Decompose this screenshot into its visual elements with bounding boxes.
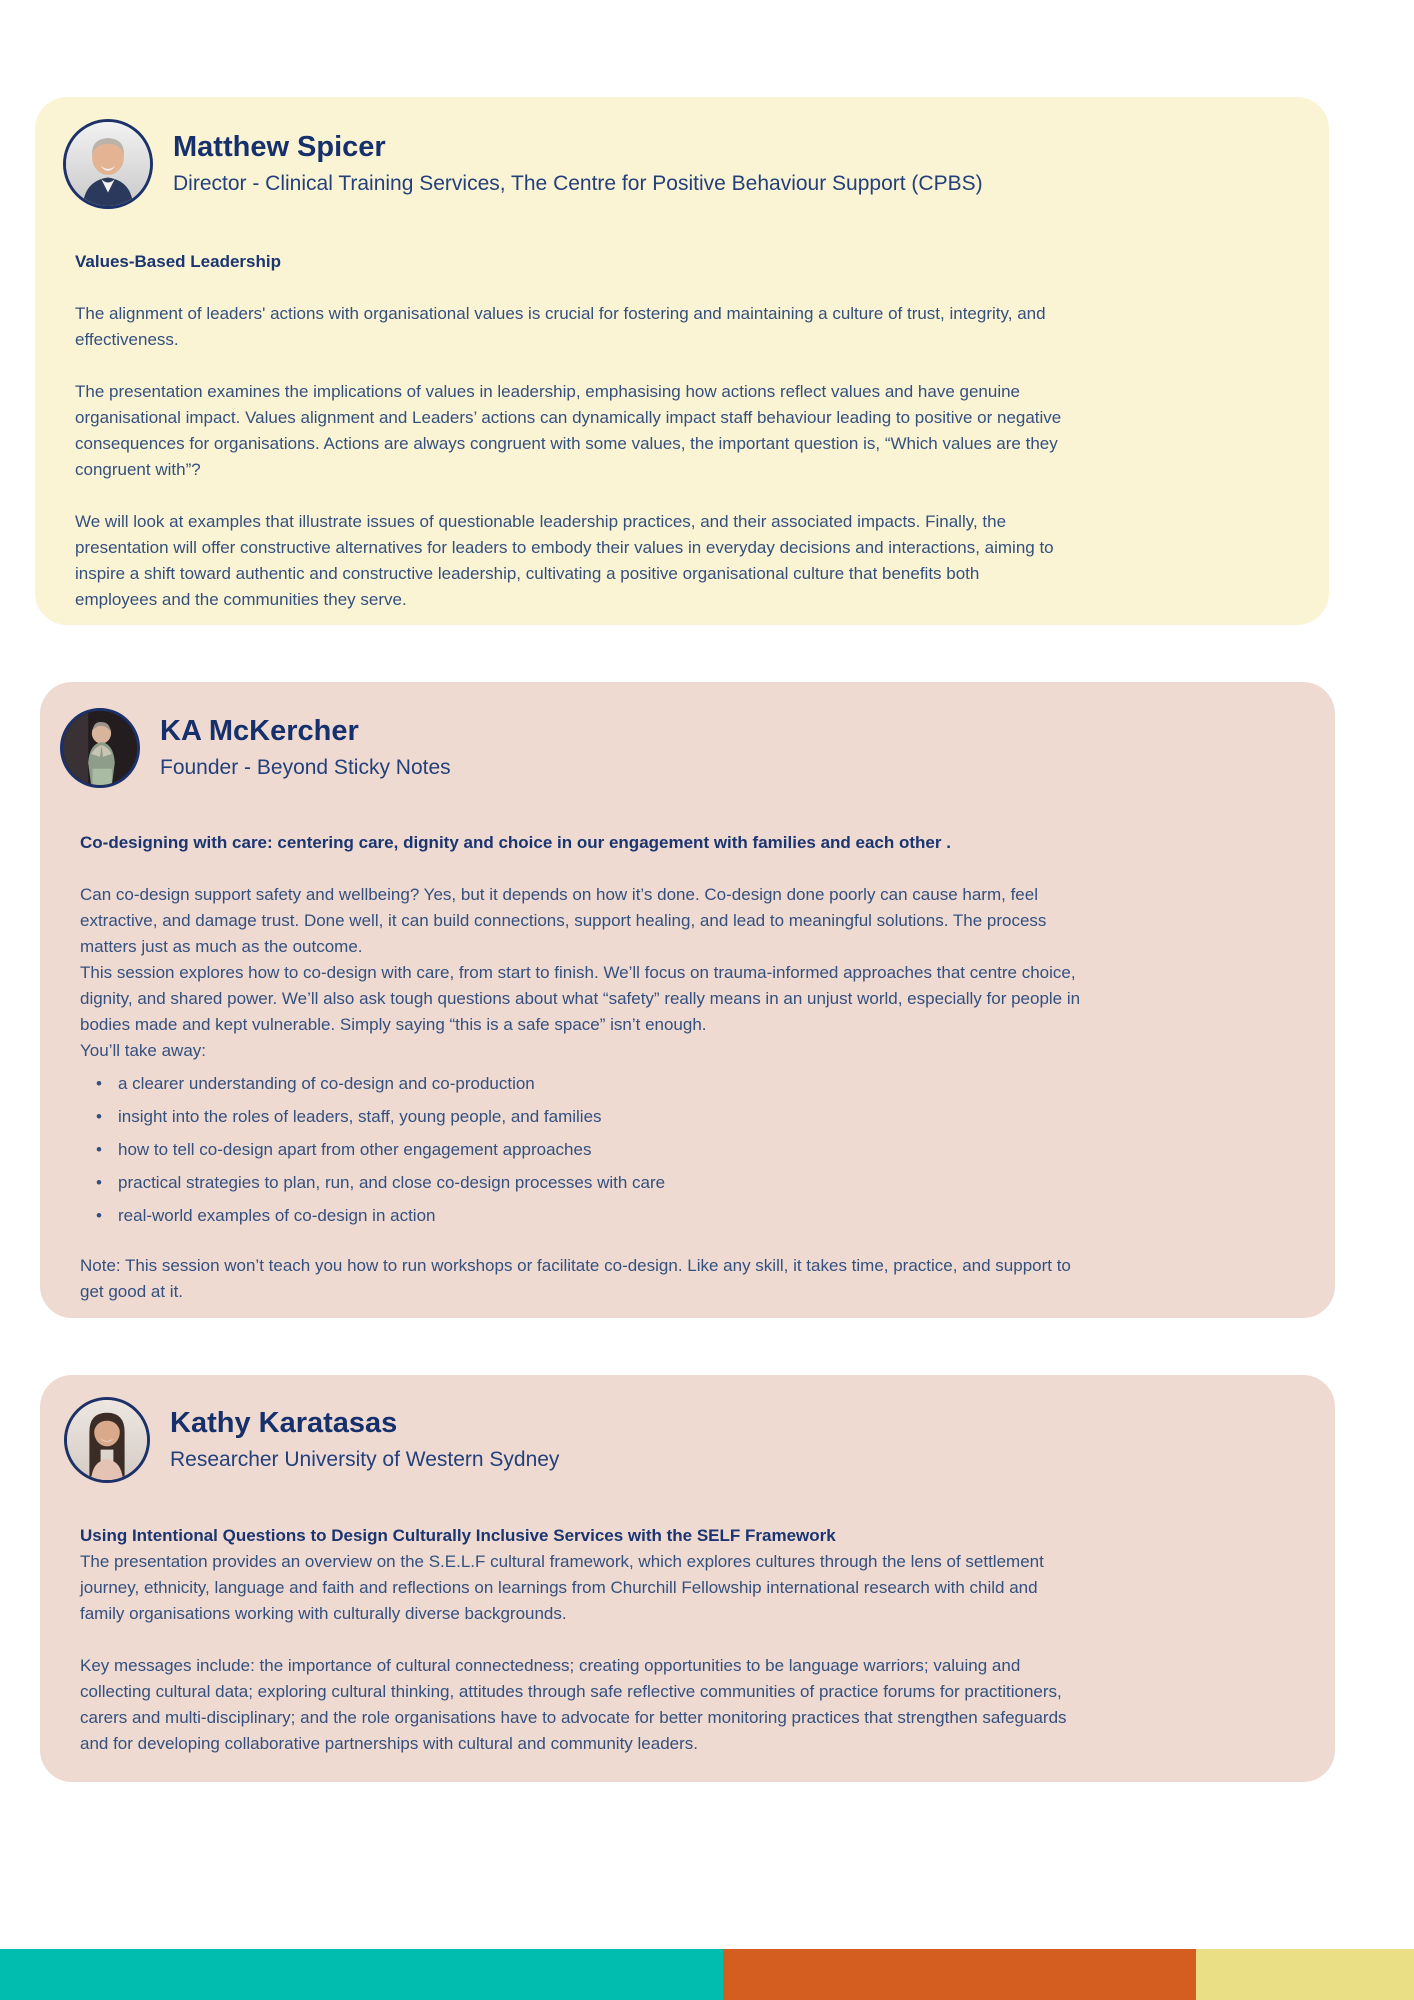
takeaway-item: • insight into the roles of leaders, staff, young people, and families [96, 1104, 1085, 1130]
speaker-photo [63, 119, 153, 209]
speaker-header-text [173, 131, 983, 197]
bio-paragraph: Key messages include: the importance of cultural connectedness; creating opportunities to be language warriors; valuing and collecting cultural data; exploring cultural thinking, attitudes through safe reflective communities of practice forums for practitioners, carers and multi-disciplinary; and the role organisations have to advocate for better monitoring practices that strengthen safeguards and for developing collaborative partnerships with cultural and community leaders. [80, 1656, 1067, 1753]
speaker-header [60, 708, 1295, 788]
footer-stripe-yellow [1196, 1949, 1414, 2000]
speaker-name: KA McKercher [160, 715, 359, 748]
session-note: Note: This session won’t teach you how to run workshops or facilitate co-design. Like any skill, it takes time, practice, and support to get good at it. [80, 1256, 1071, 1301]
speaker-bio [80, 1523, 1080, 1757]
bio-paragraph: We will look at examples that illustrate issues of questionable leadership practices, and their associated impacts. Finally, the presentation will offer constructive alternatives for leaders to embody their values in everyday decisions and interactions, aiming to inspire a shift toward authentic and constructive leadership, cultivating a positive organisational culture that benefits both employees and the communities they serve. [75, 512, 1054, 609]
bio-paragraph: The presentation provides an overview on the S.E.L.F cultural framework, which explores cultures through the lens of settlement journey, ethnicity, language and faith and reflections on learnings from Churchill Fellowship international research with child and family organisations working with culturally diverse backgrounds. [80, 1552, 1044, 1623]
takeaway-item: • real-world examples of co-design in action [96, 1203, 1085, 1229]
footer-stripe-teal [0, 1949, 723, 2000]
speaker-name: Matthew Spicer [173, 131, 386, 164]
footer-stripes [0, 1949, 1414, 2000]
speaker-photo [64, 1397, 150, 1483]
session-title: Co-designing with care: centering care, dignity and choice in our engagement with families and each other . [80, 833, 951, 852]
bio-paragraph: The presentation examines the implications of values in leadership, emphasising how actions reflect values and have genuine organisational impact. Values alignment and Leaders’ actions can dynamically impact staff behaviour leading to positive or negative consequences for organisations. Actions are always congruent with some values, the important question is, “Which values are they congruent with”? [75, 382, 1062, 479]
speaker-header [64, 1397, 1295, 1483]
session-title: Using Intentional Questions to Design Culturally Inclusive Services with the SELF Framework [80, 1526, 836, 1545]
speaker-bio [80, 830, 1085, 1305]
speaker-header [63, 119, 1289, 209]
speaker-role: Director - Clinical Training Services, The Centre for Positive Behaviour Support (CPBS) [173, 171, 983, 195]
speaker-role: Founder - Beyond Sticky Notes [160, 755, 451, 779]
session-title: Values-Based Leadership [75, 252, 281, 271]
takeaway-item: • practical strategies to plan, run, and close co-design processes with care [96, 1170, 1085, 1196]
footer-stripe-orange [723, 1949, 1196, 2000]
takeaway-item: • a clearer understanding of co-design and co-production [96, 1071, 1085, 1097]
speaker-bio [75, 249, 1065, 613]
speaker-name: Kathy Karatasas [170, 1407, 398, 1440]
bio-paragraph: The alignment of leaders' actions with organisational values is crucial for fostering and maintaining a culture of trust, integrity, and effectiveness. [75, 304, 1046, 349]
speaker-card-matthew-spicer [35, 97, 1329, 625]
bio-paragraph: This session explores how to co-design with care, from start to finish. We’ll focus on trauma-informed approaches that centre choice, dignity, and shared power. We’ll also ask tough questions about what “safety” really means in an unjust world, especially for people in bodies made and kept vulnerable. Simply saying “this is a safe space” isn’t enough. [80, 963, 1081, 1034]
speaker-card-ka-mckercher [40, 682, 1335, 1318]
takeaway-item: • how to tell co-design apart from other engagement approaches [96, 1137, 1085, 1163]
speaker-header-text [160, 715, 451, 781]
speaker-photo [60, 708, 140, 788]
takeaways-intro: You’ll take away: [80, 1041, 207, 1060]
bio-paragraph: Can co-design support safety and wellbeing? Yes, but it depends on how it’s done. Co-design done poorly can cause harm, feel extractive, and damage trust. Done well, it can build connections, support healing, and lead to meaningful solutions. The process matters just as much as the outcome. [80, 885, 1047, 956]
speaker-header-text [170, 1407, 559, 1473]
speaker-role: Researcher University of Western Sydney [170, 1447, 560, 1471]
speaker-card-kathy-karatasas [40, 1375, 1335, 1782]
takeaways-list [80, 1071, 1085, 1229]
